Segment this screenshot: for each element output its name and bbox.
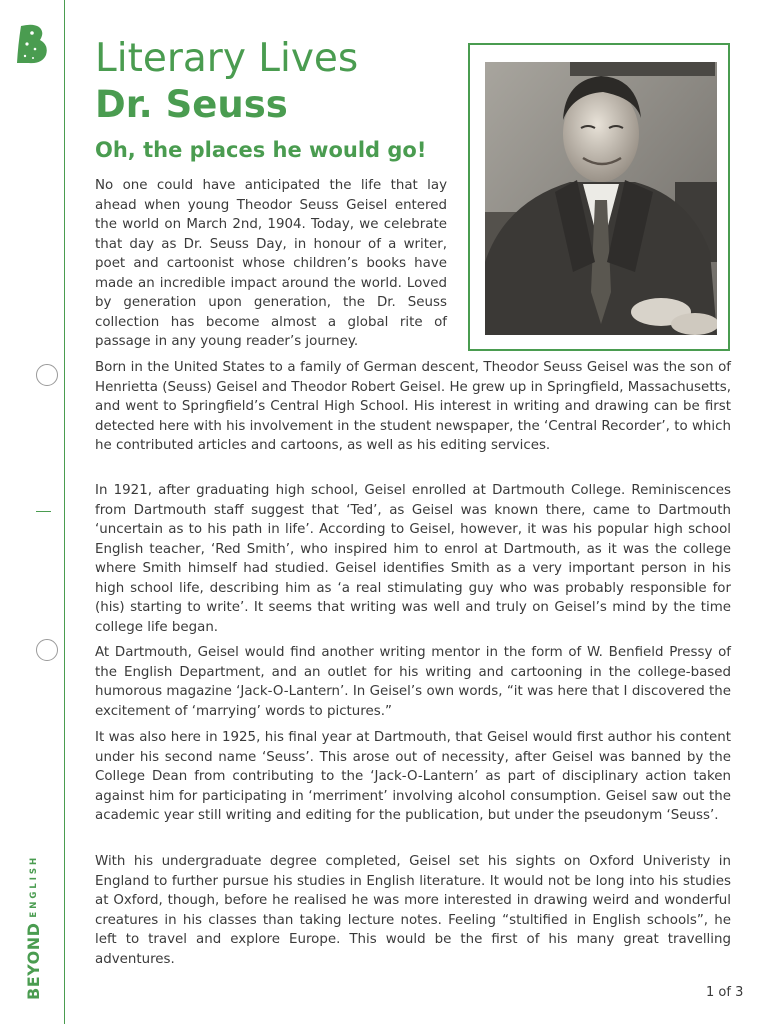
page-number: 1 of 3	[706, 985, 744, 1000]
series-title: Literary Lives	[95, 36, 359, 81]
subject-name: Dr. Seuss	[95, 83, 288, 126]
margin-line	[64, 0, 65, 1024]
paragraph-intro: No one could have anticipated the life that lay ahead when young Theodor Seuss Geisel entered the world on March 2nd, 1904. Today, we celebrate that day as Dr. Seuss Day, in honour of a writer, poet and cartoonist whose children’s books have made an incredible impact around the world. Loved by generation upon generation, the Dr. Seuss collection has become almost a global rite of passage in any young reader’s journey.	[95, 178, 447, 349]
binder-hole-top	[36, 364, 58, 386]
portrait-photo	[485, 62, 717, 335]
binder-hole-bottom	[36, 639, 58, 661]
paragraph-pseudonym: It was also here in 1925, his final year at Dartmouth, that Geisel would first author his content under his second name ‘Seuss’. This arose out of necessity, after Geisel was banned by the College Dean from contributing to the ‘Jack-O-Lantern’ as part of disciplinary action taken against him for participating in ‘merriment’ involving alcohol consumption. Geisel saw out the academic year still writing and editing for the publication, but under the pseudonym ‘Seuss’.	[95, 730, 731, 823]
paragraph-early-life: Born in the United States to a family of German descent, Theodor Seuss Geisel was the son of Henrietta (Seuss) Geisel and Theodor Robert Geisel. He grew up in Springfield, Massachusetts, and went to Springfield’s Central High School. His interest in writing and drawing can be first detected here with his involvement in the student newspaper, the ‘Central Recorder’, to which he contributed articles and cartoons, as well as his editing services.	[95, 360, 731, 453]
brand-name: BEYOND	[24, 922, 43, 1000]
paragraph-oxford: With his undergraduate degree completed, Geisel set his sights on Oxford Univeristy in England to further pursue his studies in English literature. It would not be long into his studies at Oxford, though, before he realised he was more interested in drawing weird and wonderful creatures in his classes than taking lecture notes. Feeling “stultified in English schools”, he left to travel and explore Europe. This would be the first of his many great travelling adventures.	[95, 854, 731, 967]
brand-wordmark	[24, 855, 43, 1000]
fold-mark	[36, 511, 51, 512]
article-subtitle: Oh, the places he would go!	[95, 138, 427, 162]
paragraph-mentor: At Dartmouth, Geisel would find another writing mentor in the form of W. Benfield Pressy of the English Department, and an outlet for his writing and cartooning in the college-based humorous magazine ‘Jack-O-Lantern’. In Geisel’s own words, “it was here that I discovered the excitement of ‘marrying’ words to pictures.”	[95, 645, 731, 719]
paragraph-dartmouth: In 1921, after graduating high school, Geisel enrolled at Dartmouth College. Reminiscences from Dartmouth staff suggest that ‘Ted’, as Geisel was known there, came to Dartmouth ‘uncertain as to his path in life’. According to Geisel, however, it was his popular high school English teacher, ‘Red Smith’, who inspired him to enrol at Dartmouth, as it was the college where Smith himself had studied. Geisel identifies Smith as a very important person in his high school life, describing him as ‘a real stimulating guy who was probably responsible for (his) starting to write’. It seems that writing was well and truly on Geisel’s mind by the time college life began.	[95, 483, 731, 635]
beyond-logo-icon	[15, 23, 51, 65]
brand-sub: ENGLISH	[29, 854, 39, 918]
portrait-frame	[468, 43, 730, 351]
